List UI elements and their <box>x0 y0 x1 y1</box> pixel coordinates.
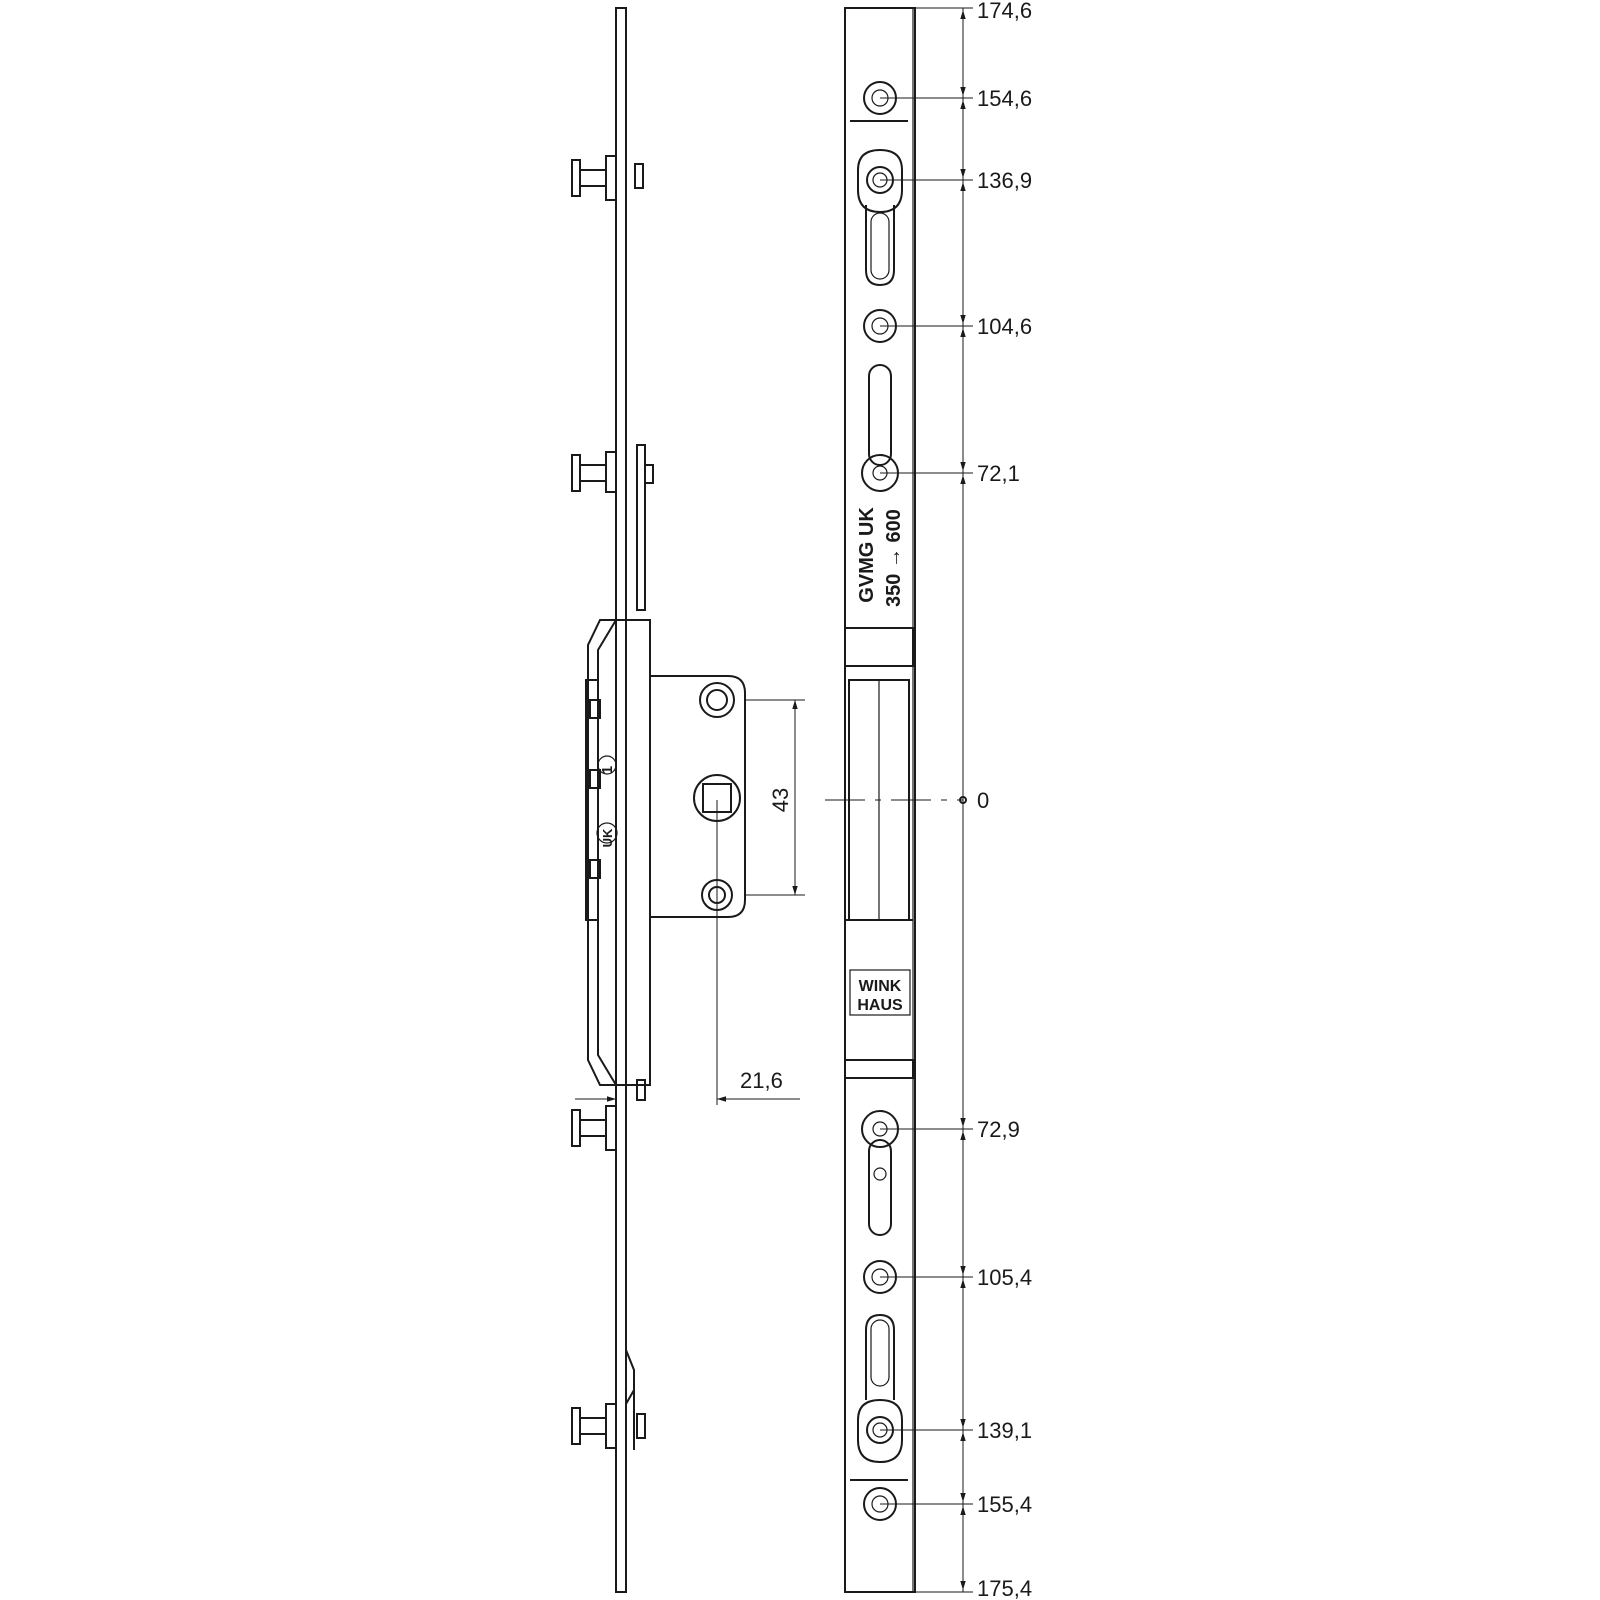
roller-top-2 <box>862 365 898 491</box>
dimension-label-bottom-hole-1: 155,4 <box>977 1492 1033 1517</box>
side-view-faceplate <box>616 8 626 1592</box>
product-marking-line1: GVMG UK <box>856 507 878 603</box>
side-view-roller-upper <box>572 445 653 610</box>
dimension-label-top-roller-1: 136,9 <box>977 168 1033 193</box>
dimension-label-top-hole-1: 154,6 <box>977 86 1033 111</box>
side-view-roller-top <box>572 156 643 200</box>
roller-top-1 <box>858 150 902 285</box>
dimension-label-bottom-hole-2: 105,4 <box>977 1265 1033 1290</box>
side-view-roller-lower <box>572 1080 645 1150</box>
front-view <box>825 8 966 1592</box>
dimension-label-top-roller-2: 72,1 <box>977 461 1020 486</box>
dimension-backset-label: 21,6 <box>740 1068 783 1093</box>
roller-bottom-1 <box>862 1111 898 1235</box>
product-marking-line2: 350 → 600 <box>883 509 905 607</box>
dimension-label-bottom-roller-1: 72,9 <box>977 1117 1020 1142</box>
hole-bottom-1 <box>850 1480 908 1520</box>
roller-bottom-2 <box>858 1315 902 1462</box>
dimension-43 <box>745 700 805 895</box>
dimension-43-label: 43 <box>768 787 793 813</box>
side-view <box>572 8 805 1592</box>
hole-top-1 <box>850 82 908 121</box>
dimension-label-bottom-roller-2: 139,1 <box>977 1418 1033 1443</box>
dimension-label-origin: 0 <box>977 788 990 813</box>
svg-text:WINK: WINK <box>858 978 902 995</box>
dimension-label-bottom-end: 175,4 <box>977 1576 1033 1600</box>
svg-text:HAUS: HAUS <box>857 997 903 1014</box>
gearbox-uk-mark: UK <box>600 828 615 848</box>
gear-screw-top <box>700 683 734 717</box>
gearbox-number: 1 <box>599 765 616 775</box>
product-marking <box>856 507 905 607</box>
winkhaus-logo <box>850 970 910 1015</box>
dimension-label-top-end: 174,6 <box>977 0 1033 23</box>
side-view-gearbox <box>586 620 745 1085</box>
dimension-label-top-hole-2: 104,6 <box>977 314 1033 339</box>
